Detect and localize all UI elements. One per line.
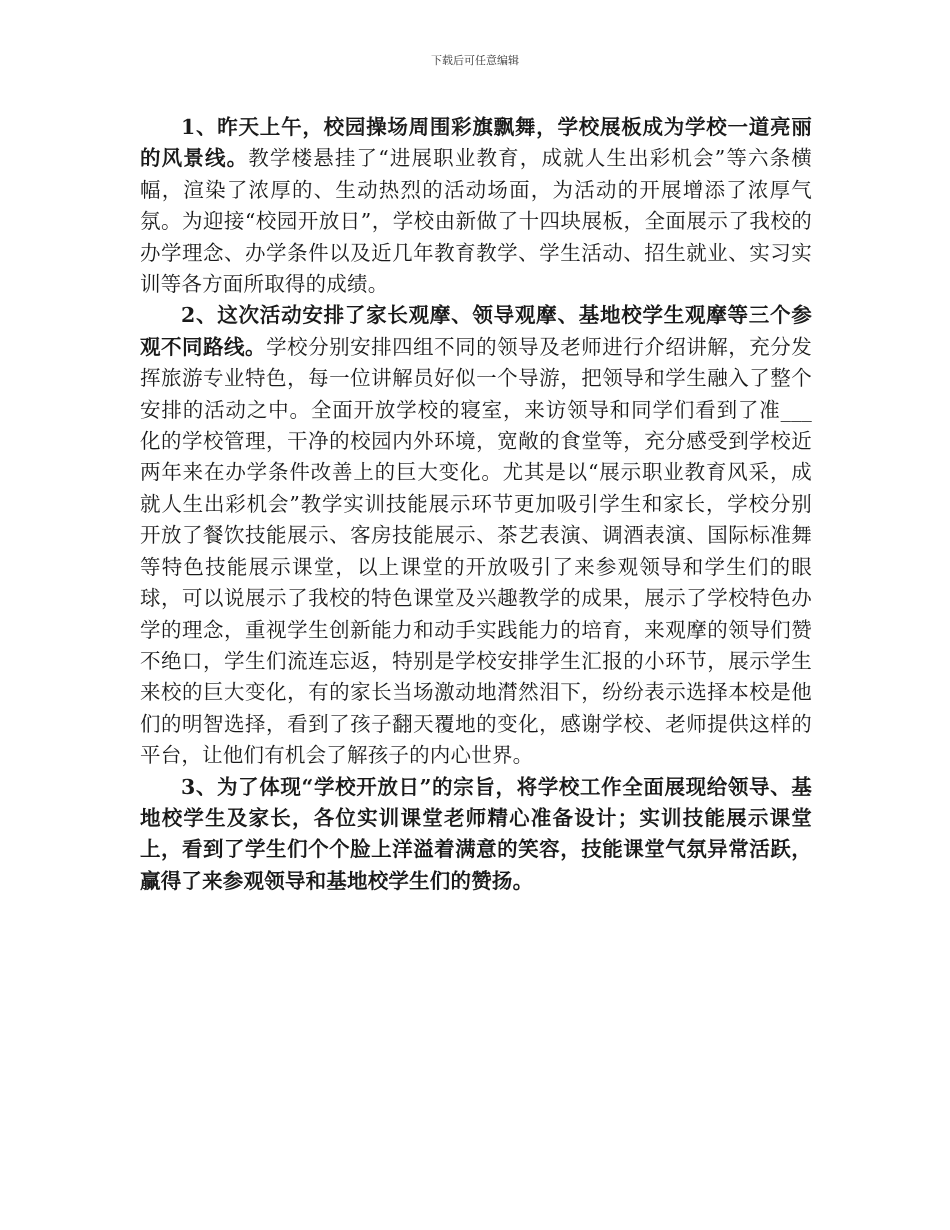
document-body [140,112,812,897]
paragraph-2 [140,300,812,771]
paragraph-1-lead: 1、昨天上午，校园操场周围彩旗飘舞，学校展板成为学校一道亮丽的风景线。 [140,115,812,171]
paragraph-1-body: 教学楼悬挂了“进展职业教育，成就人生出彩机会”等六条横幅，渲染了浓厚的、生动热烈的活动场面，为活动的开展增添了浓厚气氛。为迎接“校园开放日”，学校由新做了十四块展板，全面展示了我校的办学理念、办学条件以及近几年教育教学、学生活动、招生就业、实习实训等各方面所取得的成绩。 [140,146,812,297]
paragraph-3-lead: 3、为了体现“学校开放日”的宗旨，将学校工作全面展现给领导、基地校学生及家长，各位实训课堂老师精心准备设计；实训技能展示课堂上，看到了学生们个个脸上洋溢着满意的笑容，技能课堂气氛异常活跃，赢得了来参观领导和基地校学生们的赞扬。 [140,774,812,893]
page-header-note: 下载后可任意编辑 [431,54,519,67]
paragraph-3 [140,772,812,898]
paragraph-2-lead: 2、这次活动安排了家长观摩、领导观摩、基地校学生观摩等三个参观不同路线。 [140,303,812,359]
paragraph-2-body: 学校分别安排四组不同的领导及老师进行介绍讲解，充分发挥旅游专业特色，每一位讲解员好似一个导游，把领导和学生融入了整个安排的活动之中。全面开放学校的寝室，来访领导和同学们看到了准___化的学校管理，干净的校园内外环境，宽敞的食堂等，充分感受到学校近两年来在办学条件改善上的巨大变化。尤其是以“展示职业教育风采，成就人生出彩机会”教学实训技能展示环节更加吸引学生和家长，学校分别开放了餐饮技能展示、客房技能展示、茶艺表演、调酒表演、国际标准舞等特色技能展示课堂，以上课堂的开放吸引了来参观领导和学生们的眼球，可以说展示了我校的特色课堂及兴趣教学的成果，展示了学校特色办学的理念，重视学生创新能力和动手实践能力的培育，来观摩的领导们赞不绝口，学生们流连忘返，特别是学校安排学生汇报的小环节，展示学生来校的巨大变化，有的家长当场激动地潸然泪下，纷纷表示选择本校是他们的明智选择，看到了孩子翻天覆地的变化，感谢学校、老师提供这样的平台，让他们有机会了解孩子的内心世界。 [140,334,812,768]
paragraph-1 [140,112,812,300]
